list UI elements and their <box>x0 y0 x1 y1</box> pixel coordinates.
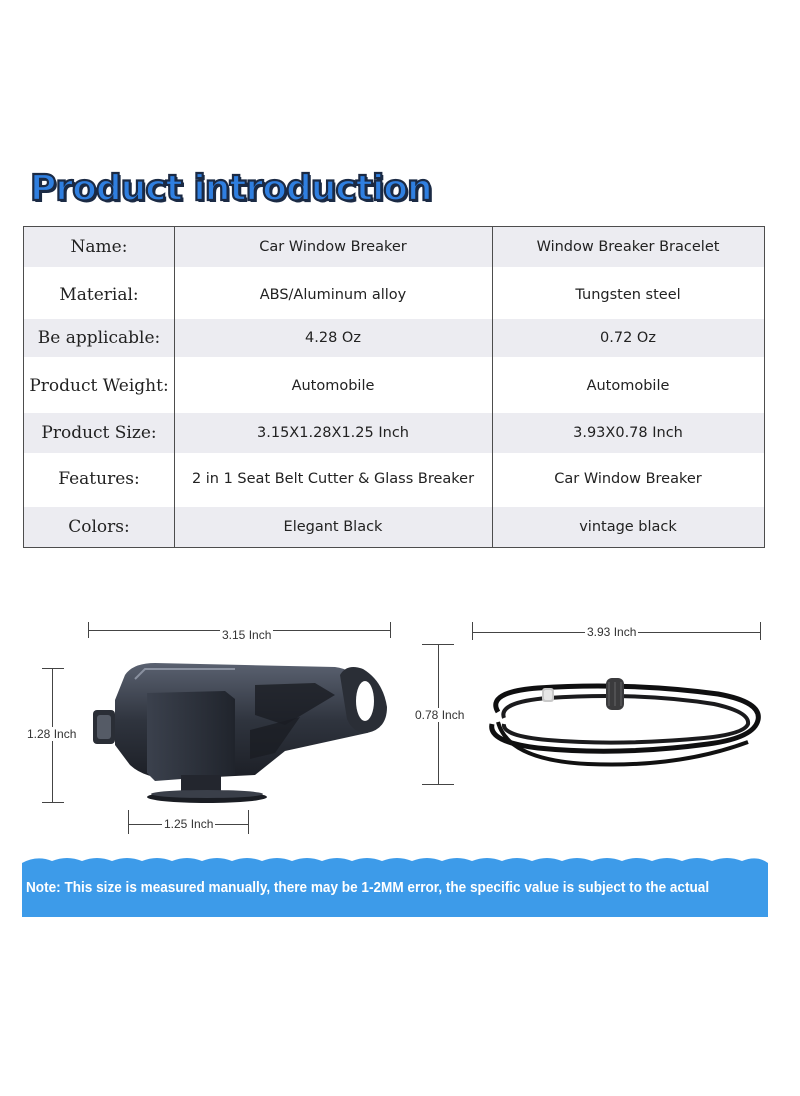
bracelet-value: Tungsten steel <box>575 287 681 303</box>
dimension-tick <box>390 622 391 638</box>
bracelet-value: 0.72 Oz <box>600 330 656 346</box>
column-divider <box>174 227 175 547</box>
column-divider <box>492 227 493 547</box>
bracelet-value: Window Breaker Bracelet <box>536 239 720 255</box>
table-row <box>24 457 764 501</box>
dimension-tick <box>422 644 454 645</box>
page-title: Product introduction <box>30 168 432 209</box>
table-row <box>24 319 764 357</box>
car-window-breaker-value: ABS/Aluminum alloy <box>259 287 407 303</box>
row-label: Material: <box>59 285 139 305</box>
dimension-tick <box>422 784 454 785</box>
dimension-tick <box>128 810 129 834</box>
table-row <box>24 507 764 547</box>
note-text: Note: This size is measured manually, there may be 1-2MM error, the specific value is subject to the actual <box>26 880 710 896</box>
breaker-length-label: 3.15 Inch <box>222 628 272 642</box>
bracelet-value: Automobile <box>586 378 670 394</box>
dimension-tick <box>42 668 64 669</box>
dimension-tick <box>248 810 249 834</box>
car-window-breaker-value: Elegant Black <box>283 519 383 535</box>
row-label: Features: <box>58 469 140 489</box>
row-label: Be applicable: <box>37 328 161 348</box>
bracelet-height-label: 0.78 Inch <box>415 708 465 722</box>
car-window-breaker-value: 2 in 1 Seat Belt Cutter & Glass Breaker <box>191 471 475 487</box>
table-row <box>24 273 764 317</box>
car-window-breaker-value: Car Window Breaker <box>259 239 407 255</box>
dimension-tick <box>88 622 89 638</box>
dimension-tick <box>42 802 64 803</box>
bracelet-value: 3.93X0.78 Inch <box>573 425 683 441</box>
row-label: Name: <box>70 237 128 257</box>
car-window-breaker-value: 4.28 Oz <box>305 330 361 346</box>
car-window-breaker-value: 3.15X1.28X1.25 Inch <box>257 425 409 441</box>
dimension-tick <box>472 622 473 640</box>
row-label: Product Size: <box>41 423 157 443</box>
breaker-base-label: 1.25 Inch <box>164 817 214 831</box>
row-label: Product Weight: <box>29 376 169 396</box>
dimension-tick <box>760 622 761 640</box>
table-row <box>24 227 764 267</box>
breaker-height-label: 1.28 Inch <box>27 727 77 741</box>
row-label: Colors: <box>68 517 130 537</box>
bracelet-value: vintage black <box>579 519 677 535</box>
car-window-breaker-image <box>85 655 395 815</box>
car-window-breaker-value: Automobile <box>291 378 375 394</box>
bracelet-length-label: 3.93 Inch <box>587 625 637 639</box>
spec-table <box>23 226 765 548</box>
table-row <box>24 364 764 408</box>
bracelet-value: Car Window Breaker <box>554 471 702 487</box>
bracelet-image <box>478 672 768 778</box>
table-row <box>24 413 764 453</box>
